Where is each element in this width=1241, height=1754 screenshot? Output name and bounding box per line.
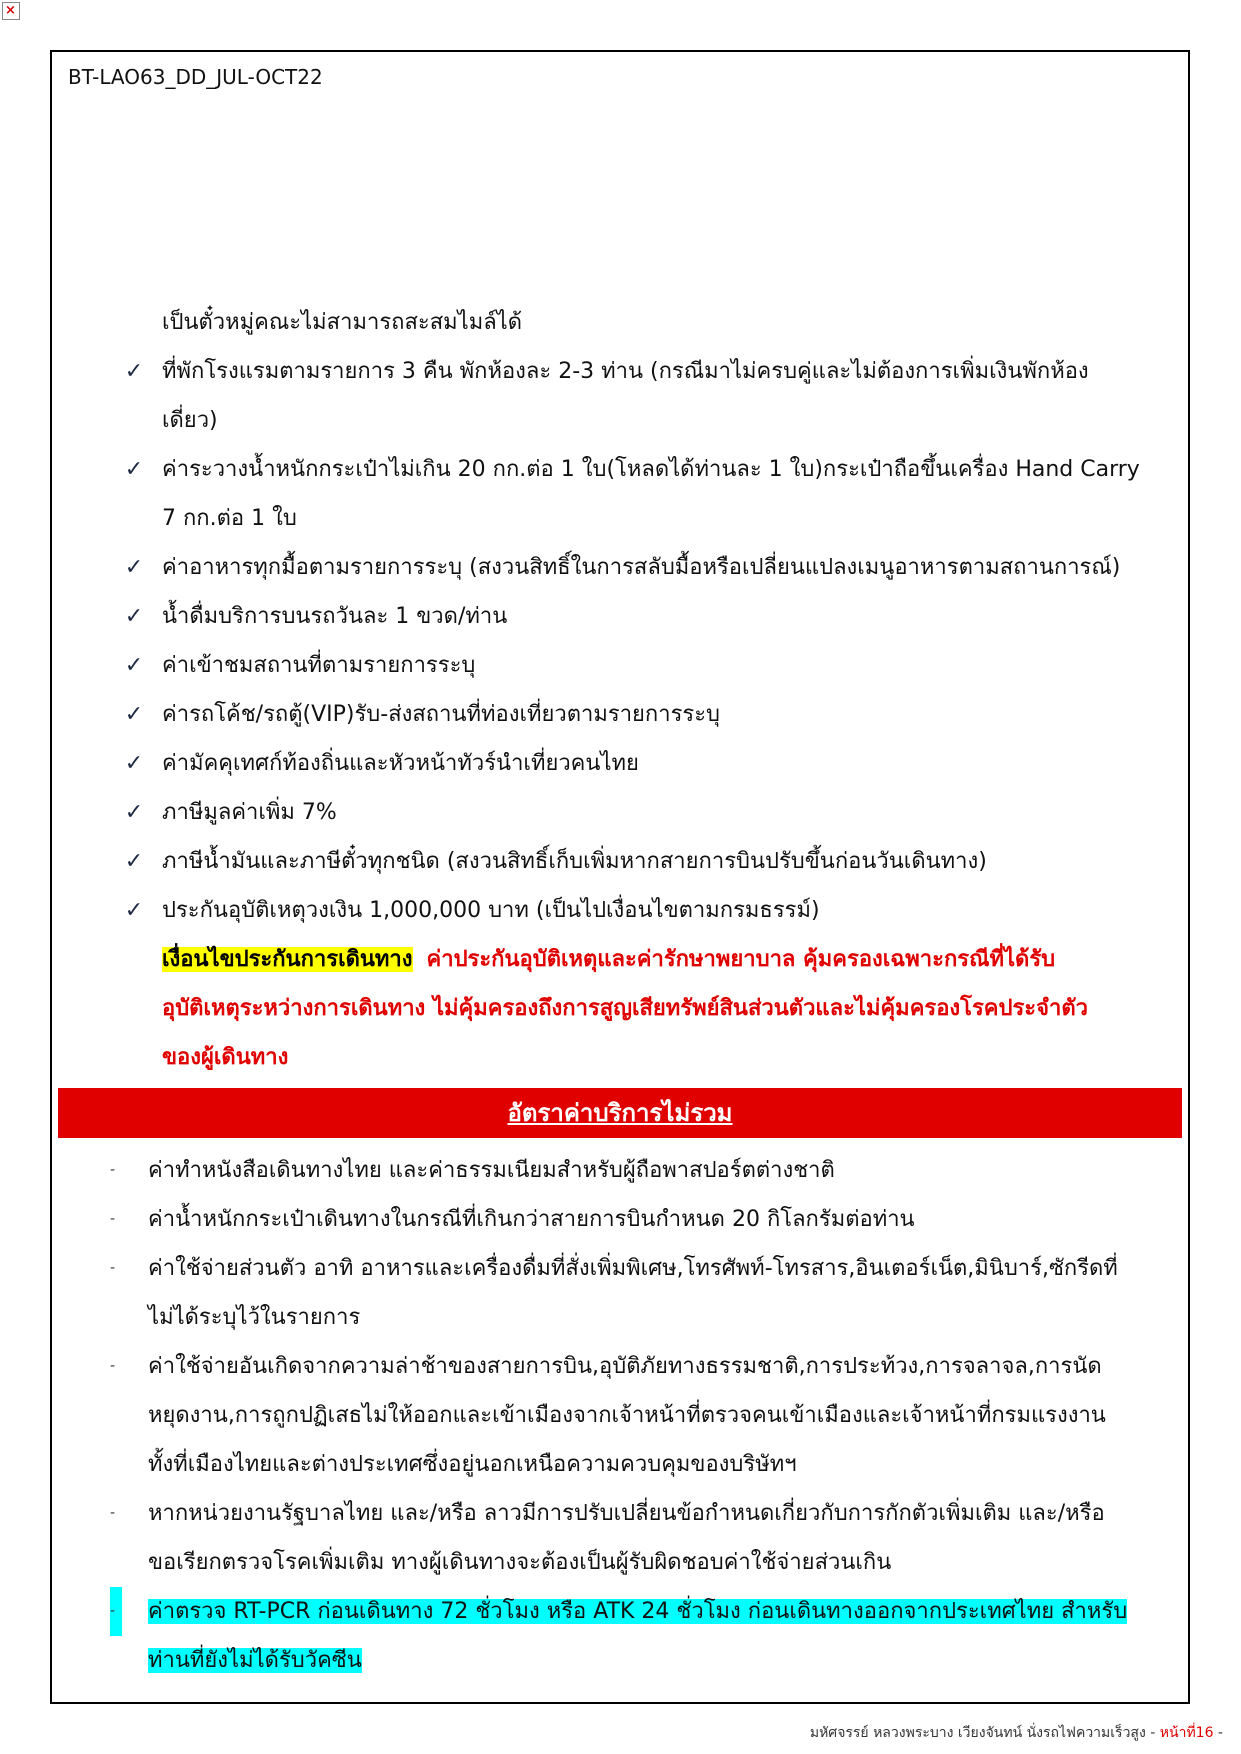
page-number: หน้าที่16: [1159, 1725, 1214, 1741]
excluded-item-5-cont: ขอเรียกตรวจโรคเพิ่มเติม ทางผู้เดินทางจะต้องเป็นผู้รับผิดชอบค่าใช้จ่ายส่วนเกิน: [148, 1550, 892, 1575]
included-item-6: ✓ ค่ารถโค้ช/รถตู้(VIP)รับ-ส่งสถานที่ท่องเที่ยวตามรายการระบุ: [52, 690, 1188, 739]
check-icon: ✓: [124, 898, 144, 923]
insurance-conditions-label: เงื่อนไขประกันการเดินทาง: [162, 947, 413, 972]
excluded-item-3-cont: ไม่ได้ระบุไว้ในรายการ: [148, 1305, 361, 1330]
check-icon: ✓: [124, 604, 144, 629]
included-item-4: ✓ น้ำดื่มบริการบนรถวันละ 1 ขวด/ท่าน: [52, 592, 1188, 641]
check-icon: ✓: [124, 751, 144, 776]
excluded-item-5: - หากหน่วยงานรัฐบาลไทย และ/หรือ ลาวมีการปรับเปลี่ยนข้อกำหนดเกี่ยวกับการกักตัวเพิ่มเติม และ/หรือ: [52, 1489, 1188, 1538]
included-item-2: ✓ ค่าระวางน้ำหนักกระเป๋าไม่เกิน 20 กก.ต่อ 1 ใบ(โหลดได้ท่านละ 1 ใบ)กระเป๋าถือขึ้นเครื่อง Hand Carry: [52, 445, 1188, 494]
check-icon: ✓: [124, 702, 144, 727]
dash-bullet: -: [110, 1358, 116, 1374]
insurance-conditions-line-1: เงื่อนไขประกันการเดินทาง ค่าประกันอุบัติเหตุและค่ารักษาพยาบาล คุ้มครองเฉพาะกรณีที่ได้รับ: [162, 947, 1056, 972]
excluded-item-3: - ค่าใช้จ่ายส่วนตัว อาทิ อาหารและเครื่องดื่มที่สั่งเพิ่มพิเศษ,โทรศัพท์-โทรสาร,อินเตอร์เน็ต,มินิบาร์,ซักรีดที่: [52, 1244, 1188, 1293]
check-icon: ✓: [124, 800, 144, 825]
dash-bullet: -: [110, 1162, 116, 1178]
dash-bullet: -: [110, 1211, 116, 1227]
check-icon: ✓: [124, 849, 144, 874]
check-icon: ✓: [124, 653, 144, 678]
dash-bullet: -: [110, 1505, 116, 1521]
included-continuation: เป็นตั๋วหมู่คณะไม่สามารถสะสมไมล์ได้: [162, 310, 523, 335]
excluded-heading-banner: [58, 1088, 1182, 1138]
excluded-item-1: - ค่าทำหนังสือเดินทางไทย และค่าธรรมเนียมสำหรับผู้ถือพาสปอร์ตต่างชาติ: [52, 1146, 1188, 1195]
included-item-1-cont: เดี่ยว): [162, 408, 218, 433]
excluded-item-6-cont: ท่านที่ยังไม่ได้รับวัคซีน: [148, 1648, 362, 1673]
included-item-2-cont: 7 กก.ต่อ 1 ใบ: [162, 506, 297, 531]
included-item-8: ✓ ภาษีมูลค่าเพิ่ม 7%: [52, 788, 1188, 837]
included-item-9: ✓ ภาษีน้ำมันและภาษีตั๋วทุกชนิด (สงวนสิทธิ์เก็บเพิ่มหากสายการบินปรับขึ้นก่อนวันเดินทาง): [52, 837, 1188, 886]
insurance-conditions-line-3: ของผู้เดินทาง: [162, 1045, 289, 1070]
included-item-5: ✓ ค่าเข้าชมสถานที่ตามรายการระบุ: [52, 641, 1188, 690]
included-item-10: ✓ ประกันอุบัติเหตุวงเงิน 1,000,000 บาท (เป็นไปเงื่อนไขตามกรมธรรม์): [52, 886, 1188, 935]
check-icon: ✓: [124, 359, 144, 384]
insurance-conditions-line-2: อุบัติเหตุระหว่างการเดินทาง ไม่คุ้มครองถึงการสูญเสียทรัพย์สินส่วนตัวและไม่คุ้มครองโรคประจำตัว: [162, 996, 1089, 1021]
excluded-heading: อัตราค่าบริการไม่รวม: [507, 1099, 733, 1127]
broken-image-icon: ×: [2, 2, 20, 20]
dash-bullet: -: [110, 1260, 116, 1276]
page-content: [52, 298, 1188, 1685]
included-item-3: ✓ ค่าอาหารทุกมื้อตามรายการระบุ (สงวนสิทธิ์ในการสลับมื้อหรือเปลี่ยนแปลงเมนูอาหารตามสถานการณ์): [52, 543, 1188, 592]
included-item-7: ✓ ค่ามัคคุเทศก์ท้องถิ่นและหัวหน้าทัวร์นำเที่ยวคนไทย: [52, 739, 1188, 788]
document-code: BT-LAO63_DD_JUL-OCT22: [68, 65, 323, 89]
excluded-item-4-cont: ทั้งที่เมืองไทยและต่างประเทศซึ่งอยู่นอกเหนือความควบคุมของบริษัทฯ: [148, 1452, 797, 1477]
excluded-item-2: - ค่าน้ำหนักกระเป๋าเดินทางในกรณีที่เกินกว่าสายการบินกำหนด 20 กิโลกรัมต่อท่าน: [52, 1195, 1188, 1244]
check-icon: ✓: [124, 457, 144, 482]
page-frame: [50, 50, 1190, 1704]
excluded-item-4-cont: หยุดงาน,การถูกปฏิเสธไม่ให้ออกและเข้าเมืองจากเจ้าหน้าที่ตรวจคนเข้าเมืองและเจ้าหน้าที่กรมแรงงาน: [148, 1403, 1106, 1428]
included-item-1: ✓ ที่พักโรงแรมตามรายการ 3 คืน พักห้องละ 2-3 ท่าน (กรณีมาไม่ครบคู่และไม่ต้องการเพิ่มเงินพักห้อง: [52, 347, 1188, 396]
check-icon: ✓: [124, 555, 144, 580]
excluded-item-6: - ค่าตรวจ RT-PCR ก่อนเดินทาง 72 ชั่วโมง หรือ ATK 24 ชั่วโมง ก่อนเดินทางออกจากประเทศไทย สำหรับ: [52, 1587, 1188, 1636]
excluded-item-4: - ค่าใช้จ่ายอันเกิดจากความล่าช้าของสายการบิน,อุบัติภัยทางธรรมชาติ,การประท้วง,การจลาจล,การนัด: [52, 1342, 1188, 1391]
dash-bullet: -: [110, 1587, 122, 1636]
page-footer: มหัศจรรย์ หลวงพระบาง เวียงจันทน์ นั่งรถไฟความเร็วสูง - หน้าที่16 -: [809, 1725, 1223, 1741]
